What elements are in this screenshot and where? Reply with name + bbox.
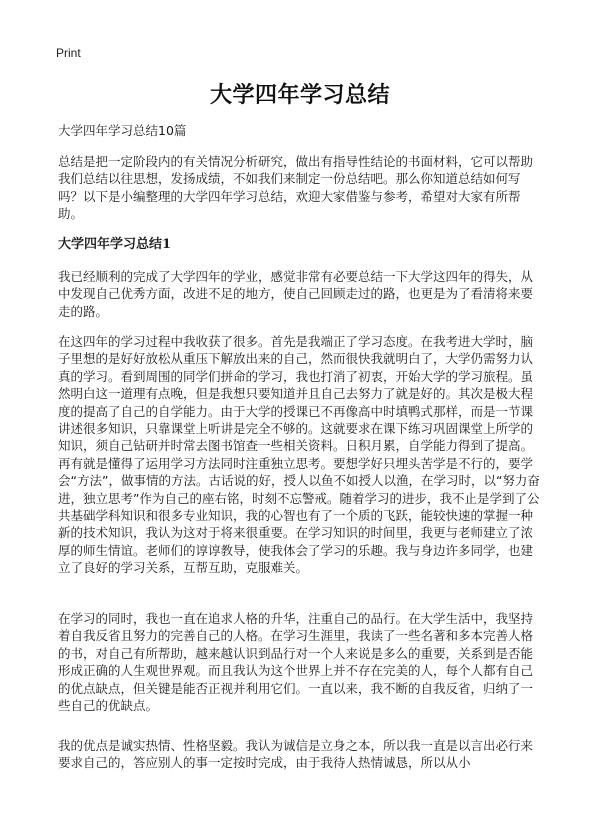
paragraph-text: 在这四年的学习过程中我收获了很多。首先是我端正了学习态度。在我考进大学时，脑子里想的是好好放松从重压下解放出来的自己，然而很快我就明白了，大学仍需努力认真的学习。看到周围的同学们拼命的学习，我也打消了初衷，开始大学的学习旅程。虽然明白这一道理有点晚，但是我想只要知道并且自己去努力了就是好的。其次是极大程度的提高了自己的自学能力。由于大学的授课已不再像高中时填鸭式那样，而是一节课讲述很多知识，只靠课堂上听讲是完全不够的。这就要求在课下练习巩固课堂上所学的知识，须自己钻研并时常去图书馆查一些相关资料。日积月累，自学能力得到了提高。再有就是懂得了运用学习方法同时注重独立思考。要想学好只埋头苦学是不行的，要学会“方法”，做事情的方法。古话说的好，授人以鱼不如授人以渔，在学习时，以“努力奋进，独立思考”作为自己的座右铭，时刻不忘警戒。随着学习的进步，我不止是学到了公共基础学科知识和很多专业知识，我的心智也有了一个质的飞跃，能较快速的掌握一种新的技术知识，我认为这对于将来很重要。在学习知识的时间里，我更与老师建立了浓厚的师生情谊。老师们的谆谆教导，使我体会了学习的乐趣。我与身边许多同学，也建立了良好的学习关系，互帮互助，克服难关。 — [58, 334, 540, 576]
body-paragraph-3 — [58, 610, 544, 714]
intro-text: 总结是把一定阶段内的有关情况分析研究，做出有指导性结论的书面材料，它可以帮助我们总结以往思想，发扬成绩，不如我们来制定一份总结吧。那么你知道总结如何写吗？以下是小编整理的大学四年学习总结，欢迎大家借鉴与参考，希望对大家有所帮助。 — [58, 154, 534, 222]
paragraph-text: 我的优点是诚实热情、性格坚毅。我认为诚信是立身之本，所以我一直是以言出必行来要求自己的，答应别人的事一定按时完成，由于我待人热情诚恳，所以从小 — [58, 738, 534, 771]
document-subtitle: 大学四年学习总结10篇 — [58, 123, 187, 138]
page-title: 大学四年学习总结 — [209, 83, 390, 108]
intro-paragraph — [58, 153, 544, 223]
paragraph-text: 在学习的同时，我也一直在追求人格的升华，注重自己的品行。在大学生活中，我坚持着自我反省且努力的完善自己的人格。在学习生涯里，我读了一些名著和多本完善人格的书，对自己有所帮助，越来越认识到品行对一个人来说是多么的重要，关系到是否能形成正确的人生观世界观。而且我认为这个世界上并不存在完美的人，每个人都有自己的优点缺点，但关键是能否正视并利用它们。一直以来，我不断的自我反省，归纳了一些自己的优缺点。 — [58, 611, 534, 714]
body-paragraph-4 — [58, 737, 544, 772]
print-link[interactable]: Print — [56, 46, 81, 60]
section-heading: 大学四年学习总结1 — [58, 237, 172, 252]
body-paragraph-1 — [58, 268, 544, 320]
paragraph-text: 我已经顺利的完成了大学四年的学业，感觉非常有必要总结一下大学这四年的得失，从中发现自己优秀方面，改进不足的地方，使自己回顾走过的路，也更是为了看清将来要走的路。 — [58, 269, 534, 319]
body-paragraph-2 — [58, 333, 544, 577]
